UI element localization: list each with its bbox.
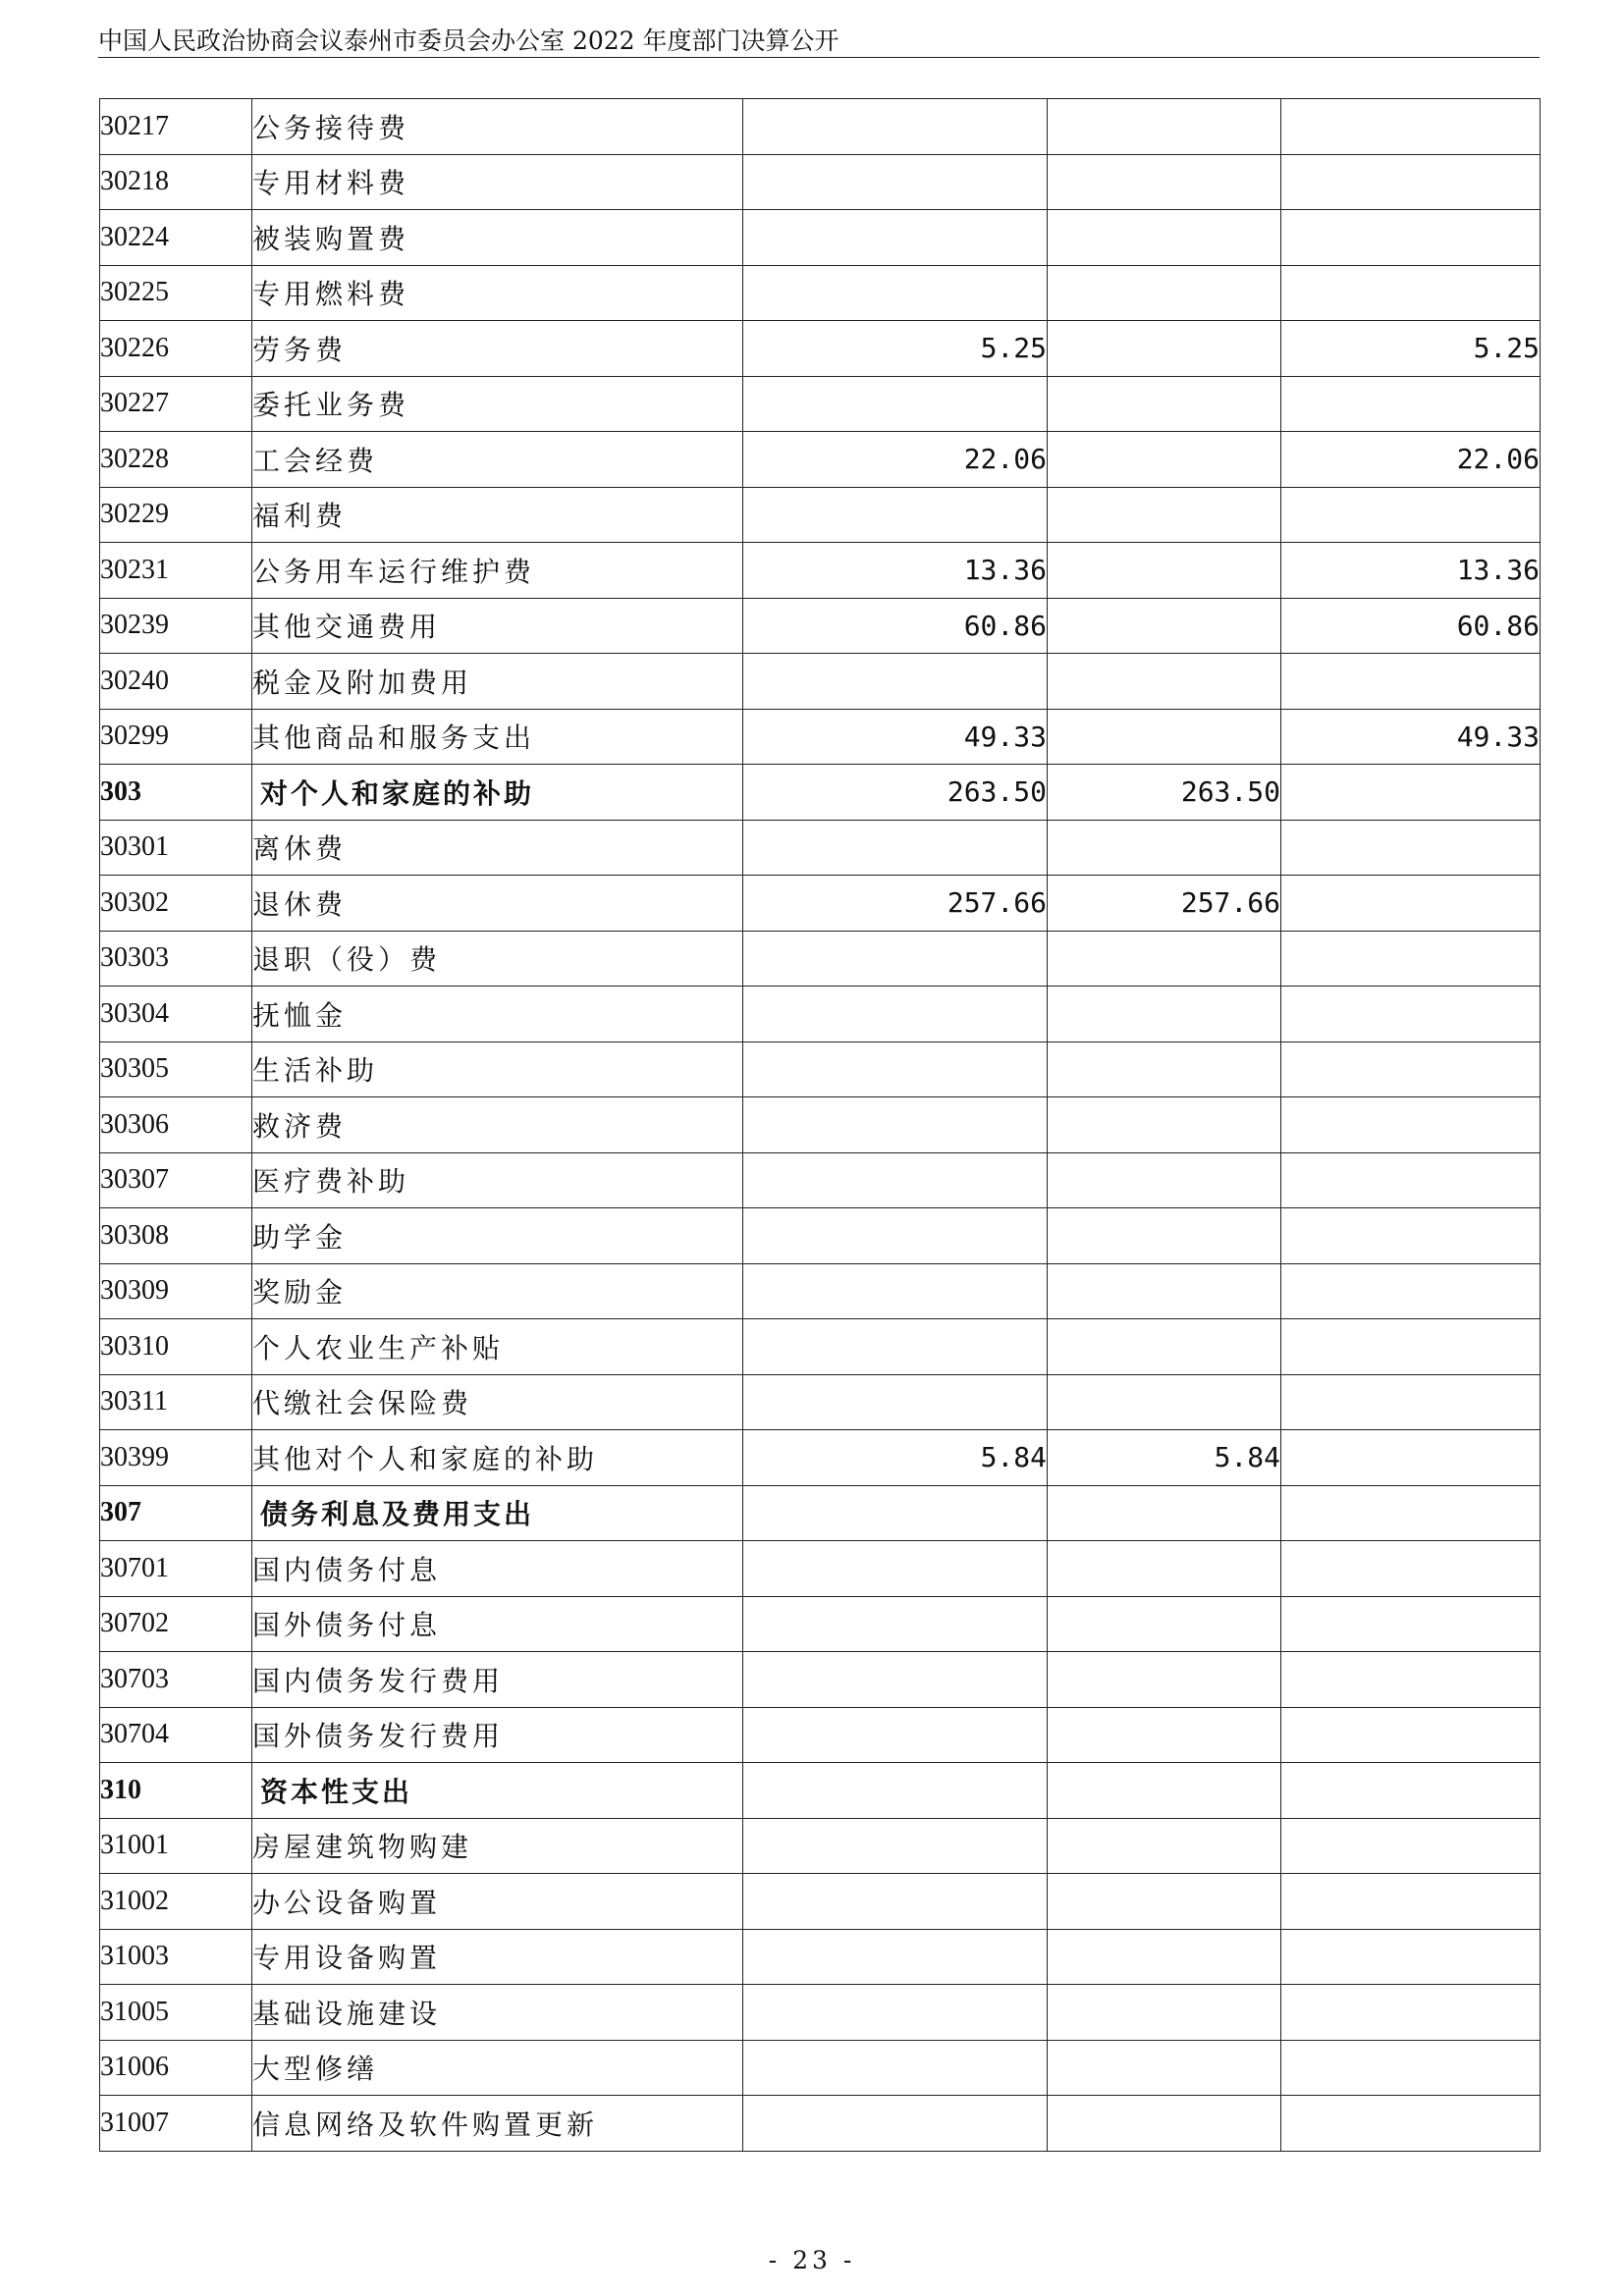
table-row [100,1208,1541,1264]
expenditure-table [99,98,1541,2152]
subject-code-cell: 30231 [100,543,252,599]
subject-name-cell: 退休费 [252,876,743,932]
table-row [100,1374,1541,1430]
table-category-row [100,765,1541,821]
basic-public-amount-cell [1281,1152,1541,1208]
table-row [100,1874,1541,1930]
subject-name-cell: 债务利息及费用支出 [252,1485,743,1541]
subject-name-cell: 抚恤金 [252,987,743,1042]
subject-name-cell: 对个人和家庭的补助 [252,765,743,821]
total-amount-cell [743,1208,1048,1264]
subject-name-cell: 其他交通费用 [252,598,743,654]
subject-code-cell: 30308 [100,1208,252,1264]
basic-personnel-amount-cell [1048,987,1281,1042]
basic-personnel-amount-cell [1048,931,1281,987]
basic-personnel-amount-cell [1048,1652,1281,1708]
subject-code-cell: 30701 [100,1541,252,1597]
total-amount-cell: 257.66 [743,876,1048,932]
total-amount-cell [743,1152,1048,1208]
subject-code-cell: 30240 [100,654,252,710]
basic-public-amount-cell [1281,265,1541,321]
table-row [100,487,1541,543]
subject-name-cell: 代缴社会保险费 [252,1374,743,1430]
subject-code-cell: 30299 [100,709,252,765]
total-amount-cell [743,2096,1048,2152]
subject-name-cell: 国外债务付息 [252,1596,743,1652]
table-row [100,265,1541,321]
basic-public-amount-cell [1281,1985,1541,2041]
page-number: - 23 - [768,2246,856,2274]
basic-public-amount-cell [1281,376,1541,432]
basic-public-amount-cell [1281,1763,1541,1819]
total-amount-cell [743,1707,1048,1763]
basic-public-amount-cell [1281,1818,1541,1874]
subject-name-cell: 国外债务发行费用 [252,1707,743,1763]
table-row [100,1152,1541,1208]
basic-public-amount-cell [1281,1707,1541,1763]
subject-code-cell: 30309 [100,1263,252,1319]
basic-personnel-amount-cell [1048,432,1281,488]
total-amount-cell [743,1319,1048,1375]
total-amount-cell [743,1818,1048,1874]
basic-public-amount-cell [1281,1319,1541,1375]
basic-public-amount-cell [1281,487,1541,543]
subject-name-cell: 救济费 [252,1097,743,1153]
basic-public-amount-cell: 13.36 [1281,543,1541,599]
subject-name-cell: 其他对个人和家庭的补助 [252,1430,743,1486]
subject-name-cell: 工会经费 [252,432,743,488]
table-row [100,210,1541,266]
subject-code-cell: 30302 [100,876,252,932]
total-amount-cell [743,99,1048,155]
basic-personnel-amount-cell [1048,154,1281,210]
total-amount-cell: 5.25 [743,321,1048,377]
subject-name-cell: 资本性支出 [252,1763,743,1819]
subject-code-cell: 31007 [100,2096,252,2152]
basic-personnel-amount-cell [1048,598,1281,654]
table-body [100,99,1541,2152]
subject-name-cell: 生活补助 [252,1041,743,1097]
basic-personnel-amount-cell [1048,1596,1281,1652]
basic-personnel-amount-cell [1048,1319,1281,1375]
subject-code-cell: 30218 [100,154,252,210]
header-divider [98,57,1540,58]
total-amount-cell [743,154,1048,210]
subject-name-cell: 公务接待费 [252,99,743,155]
table-row [100,987,1541,1042]
total-amount-cell [743,1652,1048,1708]
subject-name-cell: 被装购置费 [252,210,743,266]
basic-public-amount-cell [1281,931,1541,987]
basic-personnel-amount-cell [1048,2096,1281,2152]
basic-public-amount-cell: 49.33 [1281,709,1541,765]
total-amount-cell: 60.86 [743,598,1048,654]
basic-personnel-amount-cell [1048,1818,1281,1874]
subject-code-cell: 30306 [100,1097,252,1153]
table-row [100,2040,1541,2096]
total-amount-cell [743,210,1048,266]
total-amount-cell: 49.33 [743,709,1048,765]
table-row [100,1652,1541,1708]
total-amount-cell [743,1596,1048,1652]
subject-name-cell: 房屋建筑物购建 [252,1818,743,1874]
subject-name-cell: 医疗费补助 [252,1152,743,1208]
table-row [100,1430,1541,1486]
total-amount-cell [743,1263,1048,1319]
basic-public-amount-cell [1281,1929,1541,1985]
total-amount-cell [743,654,1048,710]
basic-personnel-amount-cell [1048,487,1281,543]
total-amount-cell: 263.50 [743,765,1048,821]
subject-code-cell: 30217 [100,99,252,155]
subject-name-cell: 奖励金 [252,1263,743,1319]
table-row [100,1319,1541,1375]
basic-public-amount-cell [1281,765,1541,821]
basic-public-amount-cell [1281,1041,1541,1097]
total-amount-cell [743,487,1048,543]
table-category-row [100,1763,1541,1819]
basic-personnel-amount-cell [1048,709,1281,765]
subject-code-cell: 30303 [100,931,252,987]
total-amount-cell [743,1874,1048,1930]
total-amount-cell [743,1541,1048,1597]
basic-personnel-amount-cell [1048,1374,1281,1430]
subject-code-cell: 30226 [100,321,252,377]
subject-name-cell: 基础设施建设 [252,1985,743,2041]
table-row [100,2096,1541,2152]
total-amount-cell [743,931,1048,987]
table-row [100,820,1541,876]
total-amount-cell [743,1097,1048,1153]
basic-personnel-amount-cell [1048,1929,1281,1985]
table-row [100,876,1541,932]
basic-personnel-amount-cell [1048,376,1281,432]
basic-public-amount-cell [1281,154,1541,210]
basic-public-amount-cell [1281,1430,1541,1486]
subject-code-cell: 30704 [100,1707,252,1763]
subject-name-cell: 退职（役）费 [252,931,743,987]
basic-personnel-amount-cell [1048,1541,1281,1597]
basic-personnel-amount-cell [1048,1707,1281,1763]
table-row [100,1263,1541,1319]
total-amount-cell: 5.84 [743,1430,1048,1486]
basic-public-amount-cell: 5.25 [1281,321,1541,377]
basic-public-amount-cell: 22.06 [1281,432,1541,488]
table-row [100,321,1541,377]
subject-name-cell: 大型修缮 [252,2040,743,2096]
basic-personnel-amount-cell [1048,543,1281,599]
table-row [100,654,1541,710]
subject-code-cell: 30305 [100,1041,252,1097]
subject-code-cell: 30239 [100,598,252,654]
subject-code-cell: 30225 [100,265,252,321]
basic-public-amount-cell [1281,1874,1541,1930]
basic-public-amount-cell [1281,1541,1541,1597]
subject-code-cell: 30703 [100,1652,252,1708]
basic-public-amount-cell [1281,1263,1541,1319]
total-amount-cell: 22.06 [743,432,1048,488]
basic-public-amount-cell [1281,876,1541,932]
basic-personnel-amount-cell [1048,99,1281,155]
total-amount-cell [743,1485,1048,1541]
basic-personnel-amount-cell: 263.50 [1048,765,1281,821]
basic-public-amount-cell [1281,987,1541,1042]
total-amount-cell [743,820,1048,876]
table-row [100,432,1541,488]
basic-public-amount-cell [1281,1097,1541,1153]
total-amount-cell [743,265,1048,321]
subject-code-cell: 31001 [100,1818,252,1874]
subject-code-cell: 30229 [100,487,252,543]
basic-public-amount-cell [1281,210,1541,266]
subject-name-cell: 离休费 [252,820,743,876]
table-row [100,99,1541,155]
basic-personnel-amount-cell [1048,1097,1281,1153]
subject-code-cell: 310 [100,1763,252,1819]
subject-name-cell: 国内债务付息 [252,1541,743,1597]
basic-public-amount-cell [1281,1596,1541,1652]
basic-personnel-amount-cell [1048,820,1281,876]
basic-personnel-amount-cell [1048,1152,1281,1208]
subject-code-cell: 30310 [100,1319,252,1375]
basic-personnel-amount-cell [1048,1263,1281,1319]
basic-personnel-amount-cell [1048,1485,1281,1541]
subject-name-cell: 专用设备购置 [252,1929,743,1985]
basic-public-amount-cell [1281,99,1541,155]
basic-public-amount-cell [1281,654,1541,710]
table-row [100,1596,1541,1652]
subject-code-cell: 30702 [100,1596,252,1652]
basic-personnel-amount-cell [1048,1763,1281,1819]
basic-public-amount-cell [1281,1485,1541,1541]
table-row [100,1541,1541,1597]
subject-name-cell: 个人农业生产补贴 [252,1319,743,1375]
page-header-title: 中国人民政治协商会议泰州市委员会办公室 2022 年度部门决算公开 [98,27,839,55]
basic-public-amount-cell [1281,1652,1541,1708]
basic-personnel-amount-cell [1048,2040,1281,2096]
basic-public-amount-cell [1281,2040,1541,2096]
table-category-row [100,1485,1541,1541]
total-amount-cell [743,1985,1048,2041]
basic-personnel-amount-cell [1048,1985,1281,2041]
total-amount-cell [743,1929,1048,1985]
table-row [100,1041,1541,1097]
subject-code-cell: 303 [100,765,252,821]
basic-public-amount-cell [1281,1374,1541,1430]
subject-name-cell: 福利费 [252,487,743,543]
basic-public-amount-cell [1281,1208,1541,1264]
total-amount-cell: 13.36 [743,543,1048,599]
subject-code-cell: 30228 [100,432,252,488]
subject-name-cell: 助学金 [252,1208,743,1264]
subject-code-cell: 31003 [100,1929,252,1985]
subject-code-cell: 30304 [100,987,252,1042]
table-row [100,1985,1541,2041]
table-row [100,598,1541,654]
subject-code-cell: 31006 [100,2040,252,2096]
basic-personnel-amount-cell: 5.84 [1048,1430,1281,1486]
table-row [100,543,1541,599]
subject-code-cell: 307 [100,1485,252,1541]
subject-code-cell: 30311 [100,1374,252,1430]
subject-code-cell: 30307 [100,1152,252,1208]
table-row [100,376,1541,432]
basic-personnel-amount-cell [1048,1874,1281,1930]
table-row [100,709,1541,765]
total-amount-cell [743,1374,1048,1430]
table-row [100,1707,1541,1763]
total-amount-cell [743,1041,1048,1097]
basic-public-amount-cell [1281,820,1541,876]
basic-personnel-amount-cell: 257.66 [1048,876,1281,932]
total-amount-cell [743,987,1048,1042]
basic-public-amount-cell [1281,2096,1541,2152]
subject-name-cell: 办公设备购置 [252,1874,743,1930]
subject-code-cell: 31005 [100,1985,252,2041]
table-row [100,1097,1541,1153]
basic-personnel-amount-cell [1048,1208,1281,1264]
subject-name-cell: 其他商品和服务支出 [252,709,743,765]
subject-code-cell: 30399 [100,1430,252,1486]
subject-name-cell: 专用材料费 [252,154,743,210]
basic-public-amount-cell: 60.86 [1281,598,1541,654]
basic-personnel-amount-cell [1048,654,1281,710]
basic-personnel-amount-cell [1048,265,1281,321]
subject-name-cell: 委托业务费 [252,376,743,432]
basic-personnel-amount-cell [1048,1041,1281,1097]
subject-name-cell: 税金及附加费用 [252,654,743,710]
table-row [100,154,1541,210]
subject-name-cell: 专用燃料费 [252,265,743,321]
total-amount-cell [743,376,1048,432]
subject-code-cell: 30301 [100,820,252,876]
basic-personnel-amount-cell [1048,210,1281,266]
total-amount-cell [743,1763,1048,1819]
subject-name-cell: 信息网络及软件购置更新 [252,2096,743,2152]
subject-code-cell: 30224 [100,210,252,266]
table-row [100,1929,1541,1985]
table-row [100,1818,1541,1874]
table-row [100,931,1541,987]
subject-code-cell: 30227 [100,376,252,432]
subject-name-cell: 劳务费 [252,321,743,377]
subject-name-cell: 公务用车运行维护费 [252,543,743,599]
subject-code-cell: 31002 [100,1874,252,1930]
basic-personnel-amount-cell [1048,321,1281,377]
subject-name-cell: 国内债务发行费用 [252,1652,743,1708]
total-amount-cell [743,2040,1048,2096]
